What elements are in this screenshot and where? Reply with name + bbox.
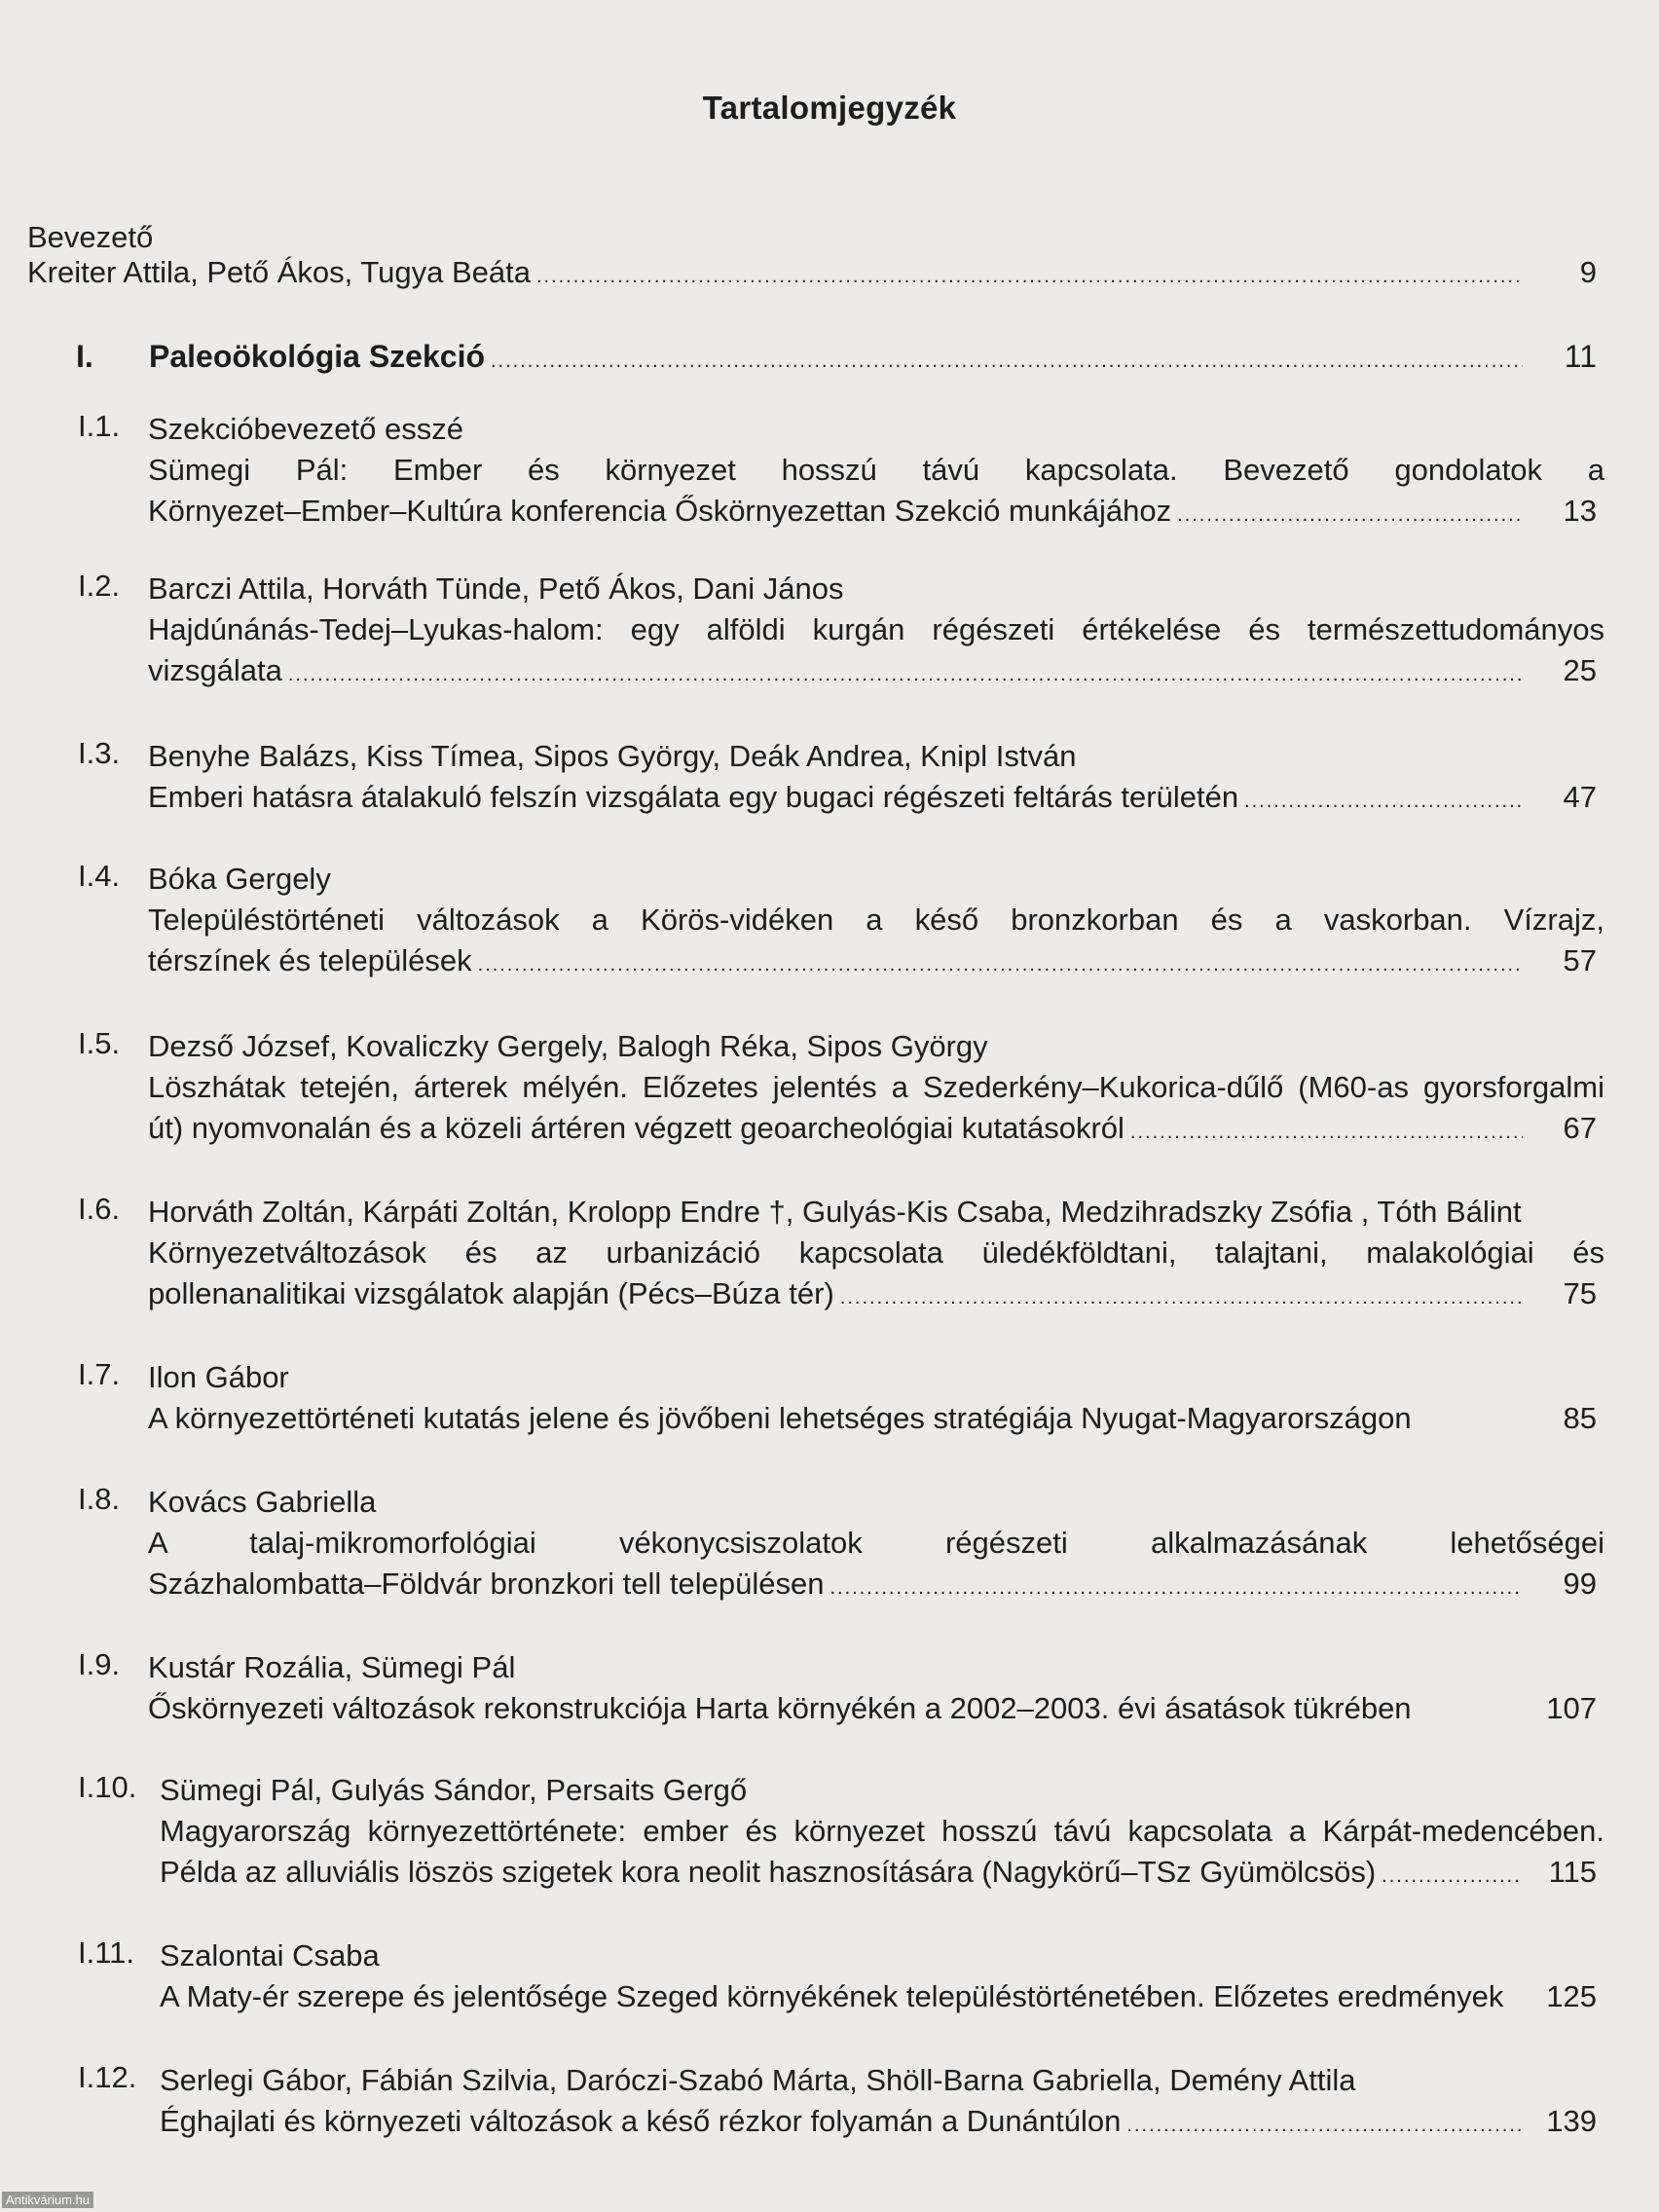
entry-title-end: A Maty-ér szerepe és jelentősége Szeged környékének településtörténetében. Előzetes eredmények <box>160 1979 1504 2013</box>
entry-title-end: A környezettörténeti kutatás jelene és jövőbeni lehetséges stratégiája Nyugat-Magyarországon <box>148 1401 1412 1435</box>
leader-dots <box>1130 1112 1523 1153</box>
entry-last-line <box>148 650 1604 695</box>
section-title: Paleoökológia Szekció <box>149 339 485 374</box>
entry-page-number: 75 <box>1563 1276 1597 1310</box>
entry-authors: Sümegi Pál, Gulyás Sándor, Persaits Gergő <box>160 1773 748 1807</box>
leader-dots <box>1126 2105 1523 2146</box>
entry-last-line <box>148 1398 1604 1443</box>
toc-entry <box>78 1482 1604 1608</box>
entry-number: I.8. <box>78 1482 121 1516</box>
entry-title-end: vizsgálata <box>148 653 282 687</box>
entry-title-end: Százhalombatta–Földvár bronzkori tell településen <box>148 1567 825 1601</box>
entry-number: I.4. <box>78 859 121 893</box>
toc-entry <box>78 1192 1604 1318</box>
entry-title-end: Példa az alluviális löszös szigetek kora neolit hasznosítására (Nagykörű–TSz Gyümölcsös) <box>160 1855 1377 1889</box>
leader-dots <box>840 1277 1523 1318</box>
entry-title-end: Éghajlati és környezeti változások a késő rézkor folyamán a Dunántúlon <box>160 2104 1122 2138</box>
entry-last-line <box>160 1852 1604 1897</box>
leader-dots <box>478 944 1523 985</box>
leader-dots <box>1177 495 1523 535</box>
toc-entry <box>78 2060 1604 2146</box>
entry-page-number: 107 <box>1546 1691 1597 1725</box>
entry-title-line: Hajdúnánás-Tedej–Lyukas-halom: egy alföldi kurgán régészeti értékelése és természettudományos <box>148 612 1604 646</box>
leader-dots <box>1382 1856 1523 1897</box>
entry-last-line <box>160 2101 1604 2146</box>
entry-number: I.6. <box>78 1192 121 1226</box>
leader-dots <box>830 1567 1523 1608</box>
toc-entry <box>78 1647 1604 1733</box>
entry-page-number: 57 <box>1563 943 1597 977</box>
entry-last-line <box>148 777 1604 822</box>
entry-last-line <box>148 1688 1604 1733</box>
entry-page-number: 115 <box>1548 1855 1597 1889</box>
toc-entry <box>78 1026 1604 1153</box>
entry-page-number: 47 <box>1563 780 1597 814</box>
entry-last-line <box>148 491 1604 535</box>
intro-line <box>27 255 1604 290</box>
page-title: Tartalomjegyzék <box>702 90 957 126</box>
toc-entry <box>78 569 1604 695</box>
section-page: 11 <box>1564 339 1597 374</box>
entry-authors: Szekcióbevezető esszé <box>148 412 463 446</box>
intro-page: 9 <box>1579 255 1597 289</box>
entry-number: I.10. <box>78 1770 137 1804</box>
entry-page-number: 99 <box>1563 1567 1597 1601</box>
entry-title-end: út) nyomvonalán és a közeli ártéren végzett geoarcheológiai kutatásokról <box>148 1111 1124 1145</box>
leader-dots <box>491 350 1523 373</box>
entry-authors: Kovács Gabriella <box>148 1485 377 1519</box>
entry-title-end: Környezet–Ember–Kultúra konferencia Őskörnyezettan Szekció munkájához <box>148 494 1172 528</box>
entry-last-line <box>148 1564 1604 1608</box>
entry-number: I.1. <box>78 409 121 443</box>
entry-title-line: Környezetváltozások és az urbanizáció kapcsolata üledékföldtani, talajtani, malakológiai és <box>148 1235 1604 1270</box>
toc-entry <box>78 409 1604 535</box>
entry-authors: Barczi Attila, Horváth Tünde, Pető Ákos, Dani János <box>148 571 844 606</box>
toc-entry <box>78 736 1604 822</box>
entry-number: I.3. <box>78 736 121 770</box>
toc-entry <box>78 859 1604 985</box>
entry-number: I.5. <box>78 1026 121 1060</box>
intro-entry <box>27 220 1604 290</box>
entry-authors: Bóka Gergely <box>148 862 331 896</box>
entry-title-line: Magyarország környezettörténete: ember és környezet hosszú távú kapcsolata a Kárpát-medencében. <box>160 1814 1604 1848</box>
entry-page-number: 67 <box>1563 1111 1597 1145</box>
entry-authors: Kustár Rozália, Sümegi Pál <box>148 1650 516 1684</box>
entry-authors: Dezső József, Kovaliczky Gergely, Balogh Réka, Sipos György <box>148 1029 988 1063</box>
entry-title-end: térszínek és települések <box>148 943 472 977</box>
entry-title-line: Településtörténeti változások a Körös-vidéken a késő bronzkorban és a vaskorban. Vízrajz, <box>148 903 1604 937</box>
leader-dots <box>288 654 1523 695</box>
entry-authors: Serlegi Gábor, Fábián Szilvia, Daróczi-Szabó Márta, Shöll-Barna Gabriella, Demény Attila <box>160 2063 1356 2097</box>
entry-last-line <box>148 1273 1604 1318</box>
toc-entry <box>78 1357 1604 1443</box>
entry-last-line <box>148 1108 1604 1153</box>
entry-title-line: Sümegi Pál: Ember és környezet hosszú távú kapcsolata. Bevezető gondolatok a <box>148 453 1604 487</box>
entry-title-line: A talaj-mikromorfológiai vékonycsiszolatok régészeti alkalmazásának lehetőségei <box>148 1526 1604 1560</box>
entry-page-number: 13 <box>1563 494 1597 528</box>
entry-number: I.11. <box>78 1936 135 1970</box>
entry-title-end: pollenanalitikai vizsgálatok alapján (Pécs–Búza tér) <box>148 1276 834 1310</box>
entry-number: I.7. <box>78 1357 121 1391</box>
entry-authors: Benyhe Balázs, Kiss Tímea, Sipos György, Deák Andrea, Knipl István <box>148 739 1077 773</box>
entry-page-number: 139 <box>1546 2104 1597 2138</box>
entry-authors: Horváth Zoltán, Kárpáti Zoltán, Krolopp Endre †, Gulyás-Kis Csaba, Medzihradszky Zsófia , Tóth Bálint <box>148 1195 1522 1229</box>
toc-entries <box>78 409 1604 2185</box>
entry-number: I.9. <box>78 1647 121 1681</box>
leader-dots <box>536 266 1523 288</box>
entry-page-number: 125 <box>1546 1979 1597 2013</box>
intro-label: Bevezető <box>27 220 154 254</box>
entry-last-line <box>148 940 1604 985</box>
section-heading <box>76 339 1604 375</box>
entry-title-line: Löszhátak tetején, árterek mélyén. Előzetes jelentés a Szederkény–Kukorica-dűlő (M60-as gyorsforgalmi <box>148 1070 1604 1104</box>
entry-number: I.12. <box>78 2060 137 2094</box>
leader-dots <box>1244 781 1523 822</box>
toc-entry <box>78 1936 1604 2021</box>
entry-page-number: 25 <box>1563 653 1597 687</box>
watermark: Antikvárium.hu <box>2 2192 93 2208</box>
entry-last-line <box>160 1976 1604 2021</box>
entry-authors: Szalontai Csaba <box>160 1938 380 1972</box>
intro-authors: Kreiter Attila, Pető Ákos, Tugya Beáta <box>27 255 531 289</box>
entry-authors: Ilon Gábor <box>148 1360 289 1394</box>
entry-number: I.2. <box>78 569 121 603</box>
section-number: I. <box>76 339 93 374</box>
entry-title-end: Emberi hatásra átalakuló felszín vizsgálata egy bugaci régészeti feltárás területén <box>148 780 1239 814</box>
entry-page-number: 85 <box>1563 1401 1597 1435</box>
toc-entry <box>78 1770 1604 1897</box>
entry-title-end: Őskörnyezeti változások rekonstrukciója Harta környékén a 2002–2003. évi ásatások tükrében <box>148 1691 1412 1725</box>
